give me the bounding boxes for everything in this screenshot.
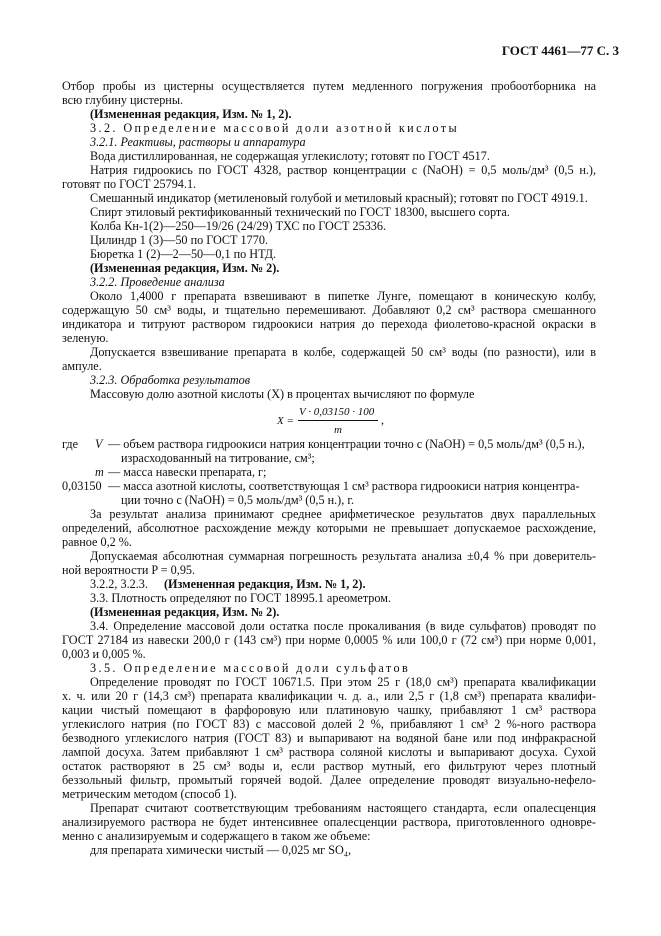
constant-value: 0,03150: [62, 479, 102, 493]
paragraph-line: ГОСТ 27184 из навески 200,0 г (143 см³) при норме 0,0005 % или 100,0 г (72 см³) при норме 0,001,: [62, 633, 596, 647]
variable-v: V: [95, 437, 103, 451]
amendment-note: (Измененная редакция, Изм. № 2).: [90, 261, 280, 275]
paragraph-line: Препарат считают соответствующим требованиям настоящего стандарта, если опалесценция: [90, 801, 596, 815]
paragraph-line: для препарата химически чистый — 0,025 мг SO₄,: [90, 843, 352, 857]
amendment-ref: 3.2.2, 3.2.3.: [90, 577, 148, 591]
subsection-heading-3-2-3: 3.2.3. Обработка результатов: [90, 373, 251, 387]
variable-m-description: — масса навески препарата, г;: [108, 465, 267, 479]
constant-description: ции точно c (NaOH) = 0,5 моль/дм³ (0,5 н.), г.: [121, 493, 355, 507]
page-header: ГОСТ 4461—77 С. 3: [501, 43, 619, 58]
paragraph-line: Допускаемая абсолютная суммарная погрешность результата анализа ±0,4 % при доверитель-: [90, 549, 596, 563]
section-3-3: 3.3. Плотность определяют по ГОСТ 18995.1 ареометром.: [90, 591, 392, 605]
paragraph-line: х. ч. или 20 г (14,3 см³) препарата квалификации ч. д. а., или 2,5 г (1,8 см³) препарата квалифи-: [62, 689, 596, 703]
paragraph-line: кации чистый помещают в фарфоровую или платиновую чашку, прибавляют 1 см³ раствора: [62, 703, 596, 717]
reagent-line: Натрия гидроокись по ГОСТ 4328, раствор концентрации c (NaOH) = 0,5 моль/дм³ (0,5 н.),: [90, 163, 596, 177]
paragraph-line: беззольный фильтр, промытый горячей водой. Далее определение проводят визуально-нефело-: [62, 773, 596, 787]
paragraph-line: Около 1,4000 г препарата взвешивают в пипетке Лунге, помещают в коническую колбу,: [90, 289, 596, 303]
reagent-line: Смешанный индикатор (метиленовый голубой и метиловый красный); готовят по ГОСТ 4919.1.: [90, 191, 588, 205]
reagent-line: Бюретка 1 (2)—2—50—0,1 по НТД.: [90, 247, 277, 261]
formula-lhs: X =: [277, 415, 294, 427]
formula-numerator: V · 0,03150 · 100: [299, 406, 375, 418]
paragraph-line: Допускается взвешивание препарата в колбе, содержащей 50 см³ воды (по разности), или в: [90, 345, 596, 359]
paragraph-line: индикатора и титруют раствором гидроокиси натрия до перехода фиолетово-красной окраски в: [62, 317, 596, 331]
variable-m: m: [95, 465, 104, 479]
paragraph-line: всю глубину цистерны.: [62, 93, 184, 107]
where-label: где: [62, 437, 79, 451]
reagent-line: Колба Кн-1(2)—250—19/26 (24/29) ТХС по ГОСТ 25336.: [90, 219, 387, 233]
reagent-line: Вода дистиллированная, не содержащая углекислоту; готовят по ГОСТ 4517.: [90, 149, 490, 163]
amendment-note: (Измененная редакция, Изм. № 2).: [90, 605, 280, 619]
amendment-note: (Измененная редакция, Изм. № 1, 2).: [164, 577, 366, 591]
paragraph-line: менно с анализируемым и содержащего в таком же объеме:: [62, 829, 371, 843]
variable-v-description: — объем раствора гидроокиси натрия концентрации точно c (NaOH) = 0,5 моль/дм³ (0,5 н.),: [108, 437, 585, 451]
paragraph-line: остаток растворяют в 25 см³ воды и, если раствор мутный, его фильтруют через плотный: [62, 759, 596, 773]
section-heading-3-2: 3.2. Определение массовой доли азотной кислоты: [90, 121, 460, 135]
formula-tail: ,: [381, 413, 385, 427]
paragraph-line: равное 0,2 %.: [62, 535, 132, 549]
section-heading-3-5: 3.5. Определение массовой доли сульфатов: [90, 661, 411, 675]
reagent-line: Спирт этиловый ректификованный технический по ГОСТ 18300, высшего сорта.: [90, 205, 510, 219]
formula-denominator: m: [334, 424, 342, 436]
paragraph-line: ампуле.: [62, 359, 102, 373]
paragraph-line: Отбор пробы из цистерны осуществляется путем медленного погружения пробоотборника на: [62, 79, 596, 93]
paragraph-line: ной вероятности P = 0,95.: [62, 563, 196, 577]
paragraph-line: анализируемого раствора не будет интенсивнее опалесценции раствора, приготовленного одновре-: [62, 815, 596, 829]
subsection-heading-3-2-2: 3.2.2. Проведение анализа: [90, 275, 225, 289]
constant-description: — масса азотной кислоты, соответствующая 1 см³ раствора гидроокиси натрия концентра-: [108, 479, 580, 493]
paragraph-line: 3.4. Определение массовой доли остатка после прокаливания (в виде сульфатов) проводят по: [90, 619, 596, 633]
paragraph-line: метрическим методом (способ 1).: [62, 787, 237, 801]
paragraph-line: содержащую 50 см³ воды, и тщательно перемешивают. Добавляют 0,2 см³ раствора смешанного: [62, 303, 596, 317]
variable-v-description: израсходованный на титрование, см³;: [121, 451, 315, 465]
paragraph-line: зеленую.: [62, 331, 109, 345]
paragraph-line: 0,003 и 0,005 %.: [62, 647, 146, 661]
formula-fraction-bar: [298, 420, 378, 421]
paragraph-line: Массовую долю азотной кислоты (X) в процентах вычисляют по формуле: [90, 387, 475, 401]
paragraph-line: определений, абсолютное расхождение между которыми не превышает допускаемое расхождение,: [62, 521, 596, 535]
reagent-line: готовят по ГОСТ 25794.1.: [62, 177, 197, 191]
paragraph-line: лампой досуха. Затем прибавляют 1 см³ раствора соляной кислоты и выпаривают досуха. Сухой: [62, 745, 596, 759]
paragraph-line: углекислого натрия (по ГОСТ 83) с массовой долей 2 %, прибавляют 1 см³ 2 %-ного раствора: [62, 717, 596, 731]
reagent-line: Цилиндр 1 (3)—50 по ГОСТ 1770.: [90, 233, 268, 247]
subsection-heading-3-2-1: 3.2.1. Реактивы, растворы и аппаратура: [90, 135, 306, 149]
paragraph-line: Определение проводят по ГОСТ 10671.5. При этом 25 г (18,0 см³) препарата квалификации: [90, 675, 596, 689]
amendment-note: (Измененная редакция, Изм. № 1, 2).: [90, 107, 292, 121]
paragraph-line: За результат анализа принимают среднее арифметическое результатов двух параллельных: [90, 507, 596, 521]
paragraph-line: безводного углекислого натрия (ГОСТ 83) и выпаривают на водяной бане или под инфракрасной: [62, 731, 596, 745]
